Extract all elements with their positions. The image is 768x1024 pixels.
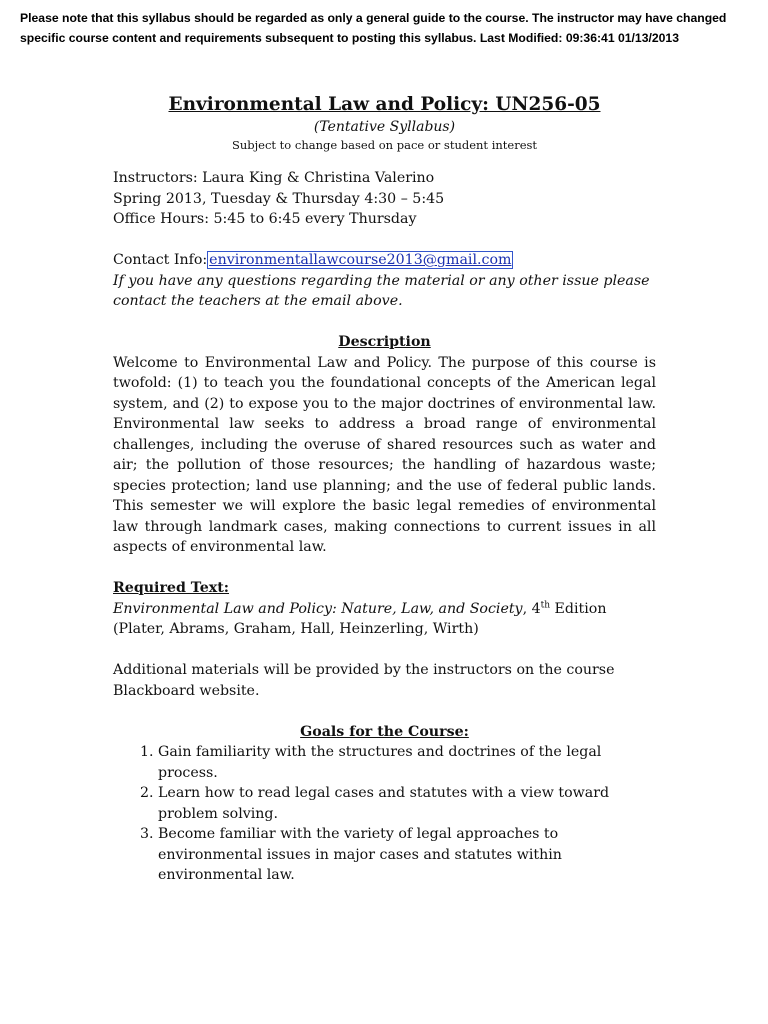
course-subtitle: (Tentative Syllabus) (313, 119, 456, 135)
book-edition-sup: th (540, 599, 551, 610)
change-note: Subject to change based on pace or student interest (231, 138, 538, 152)
contact-label: Contact Info: (113, 252, 208, 268)
required-text-book (113, 599, 656, 620)
goal-item: 2. Learn how to read legal cases and statutes with a view toward problem solving. (158, 783, 656, 824)
goal-item: 3. Become familiar with the variety of legal approaches to environmental issues in major cases and statutes within environmental law. (158, 824, 656, 886)
schedule-line: Spring 2013, Tuesday & Thursday 4:30 – 5:45 (113, 190, 445, 207)
course-info (113, 168, 656, 230)
description-heading: Description (338, 334, 431, 350)
goals-list (113, 742, 656, 886)
required-text-heading: Required Text: (113, 580, 230, 596)
description-body: Welcome to Environmental Law and Policy. The purpose of this course is twofold: (1) to teach you the foundational concepts of the American legal system, and (2) to expose you to the major doctrines of environmental law. Environmental law seeks to address a broad range of environmental challenges, including the overuse of shared resources such as water and air; the pollution of those resources; the handling of hazardous waste; species protection; land use planning; and the use of federal public lands. This semester we will explore the basic legal remedies of environmental law through landmark cases, making connections to current issues in all aspects of environmental law. (113, 354, 656, 555)
instructors-line: Instructors: Laura King & Christina Valerino (113, 170, 435, 186)
syllabus-document (113, 92, 656, 886)
book-authors: (Plater, Abrams, Graham, Hall, Heinzerling, Wirth) (113, 621, 479, 637)
contact-line (113, 250, 656, 271)
office-hours-line: Office Hours: 5:45 to 6:45 every Thursday (113, 211, 417, 227)
goal-item: 1. Gain familiarity with the structures and doctrines of the legal process. (158, 742, 656, 783)
goals-heading: Goals for the Course: (300, 723, 469, 740)
additional-materials: Additional materials will be provided by the instructors on the course Blackboard website. (113, 662, 615, 699)
contact-email-link[interactable]: environmentallawcourse2013@gmail.com (209, 252, 512, 268)
course-title: Environmental Law and Policy: UN256-05 (168, 94, 601, 115)
syllabus-disclaimer: Please note that this syllabus should be regarded as only a general guide to the course. The instructor may have changed specific course content and requirements subsequent to posting this syllabus. Last Modified: 09:36:41 01/13/2013 (20, 11, 727, 45)
contact-note: If you have any questions regarding the material or any other issue please contact the teachers at the email above. (113, 272, 650, 309)
book-title: Environmental Law and Policy: Nature, Law, and Society (113, 600, 523, 617)
book-edition-prefix: , 4 (522, 600, 541, 617)
book-edition-suffix: Edition (550, 600, 607, 617)
